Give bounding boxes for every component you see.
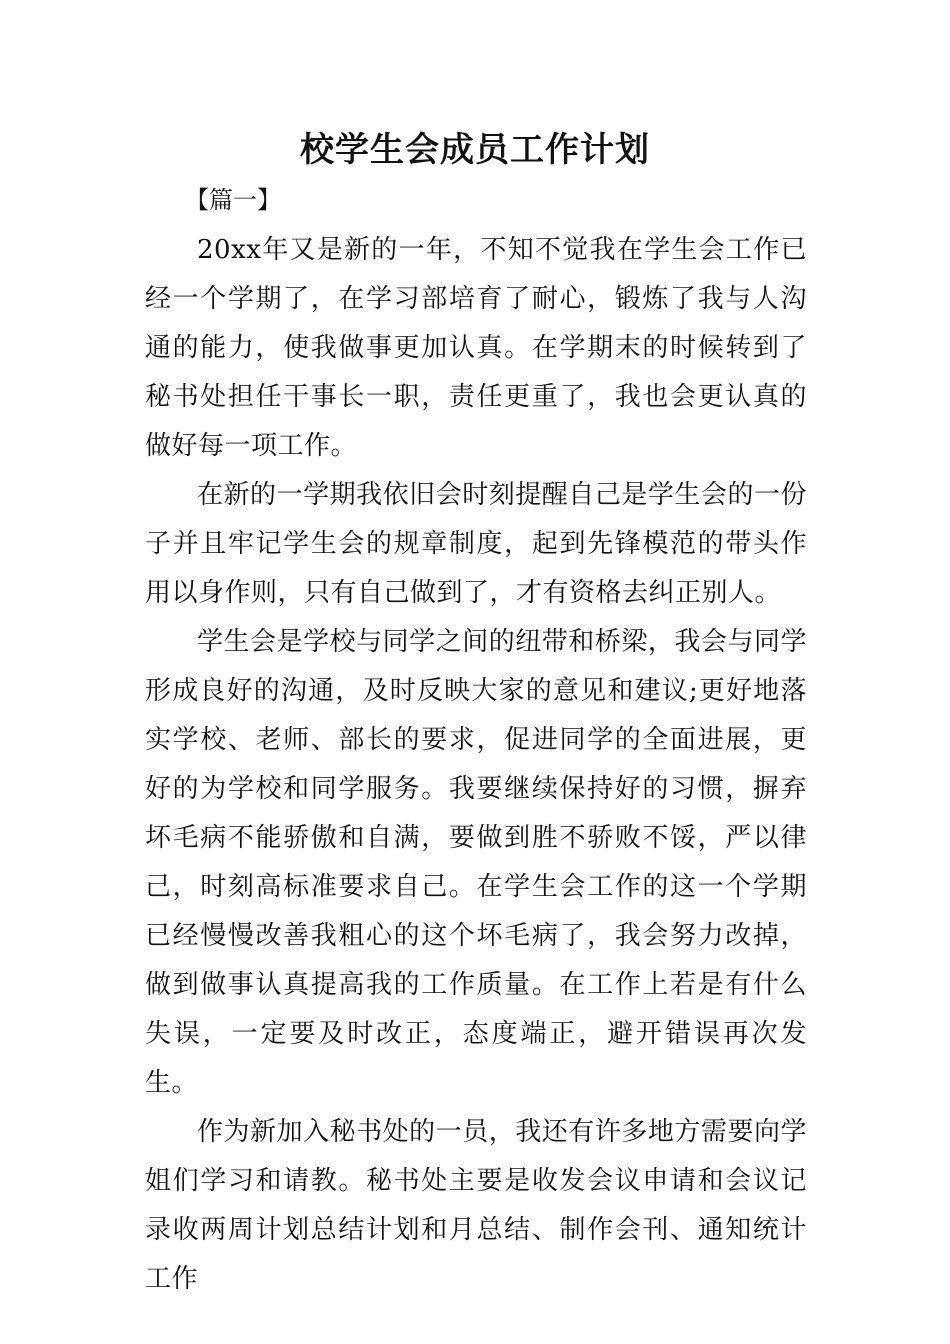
paragraph-4: 作为新加入秘书处的一员，我还有许多地方需要向学姐们学习和请教。秘书处主要是收发会议申请和会议记录收两周计划总结计划和月总结、制作会刊、通知统计工作 <box>145 1117 807 1294</box>
paragraph-2: 在新的一学期我依旧会时刻提醒自己是学生会的一份子并且牢记学生会的规章制度，起到先锋模范的带头作用以身作则，只有自己做到了，才有资格去纠正别人。 <box>145 480 807 608</box>
paragraph-1: 20xx年又是新的一年，不知不觉我在学生会工作已经一个学期了，在学习部培育了耐心，锻炼了我与人沟通的能力，使我做事更加认真。在学期末的时候转到了秘书处担任干事长一职，责任更重了，我也会更认真的做好每一项工作。 <box>145 235 807 461</box>
section-label: 【篇一】 <box>185 186 281 214</box>
paragraph-3: 学生会是学校与同学之间的纽带和桥梁，我会与同学形成良好的沟通，及时反映大家的意见和建议;更好地落实学校、老师、部长的要求，促进同学的全面进展，更好的为学校和同学服务。我要继续保持好的习惯，摒弃坏毛病不能骄傲和自满，要做到胜不骄败不馁，严以律己，时刻高标准要求自己。在学生会工作的这一个学期已经慢慢改善我粗心的这个坏毛病了，我会努力改掉，做到做事认真提高我的工作质量。在工作上若是有什么失误，一定要及时改正，态度端正，避开错误再次发生。 <box>145 627 807 1098</box>
document-body <box>145 226 807 1304</box>
document-title: 校学生会成员工作计划 <box>300 130 650 170</box>
